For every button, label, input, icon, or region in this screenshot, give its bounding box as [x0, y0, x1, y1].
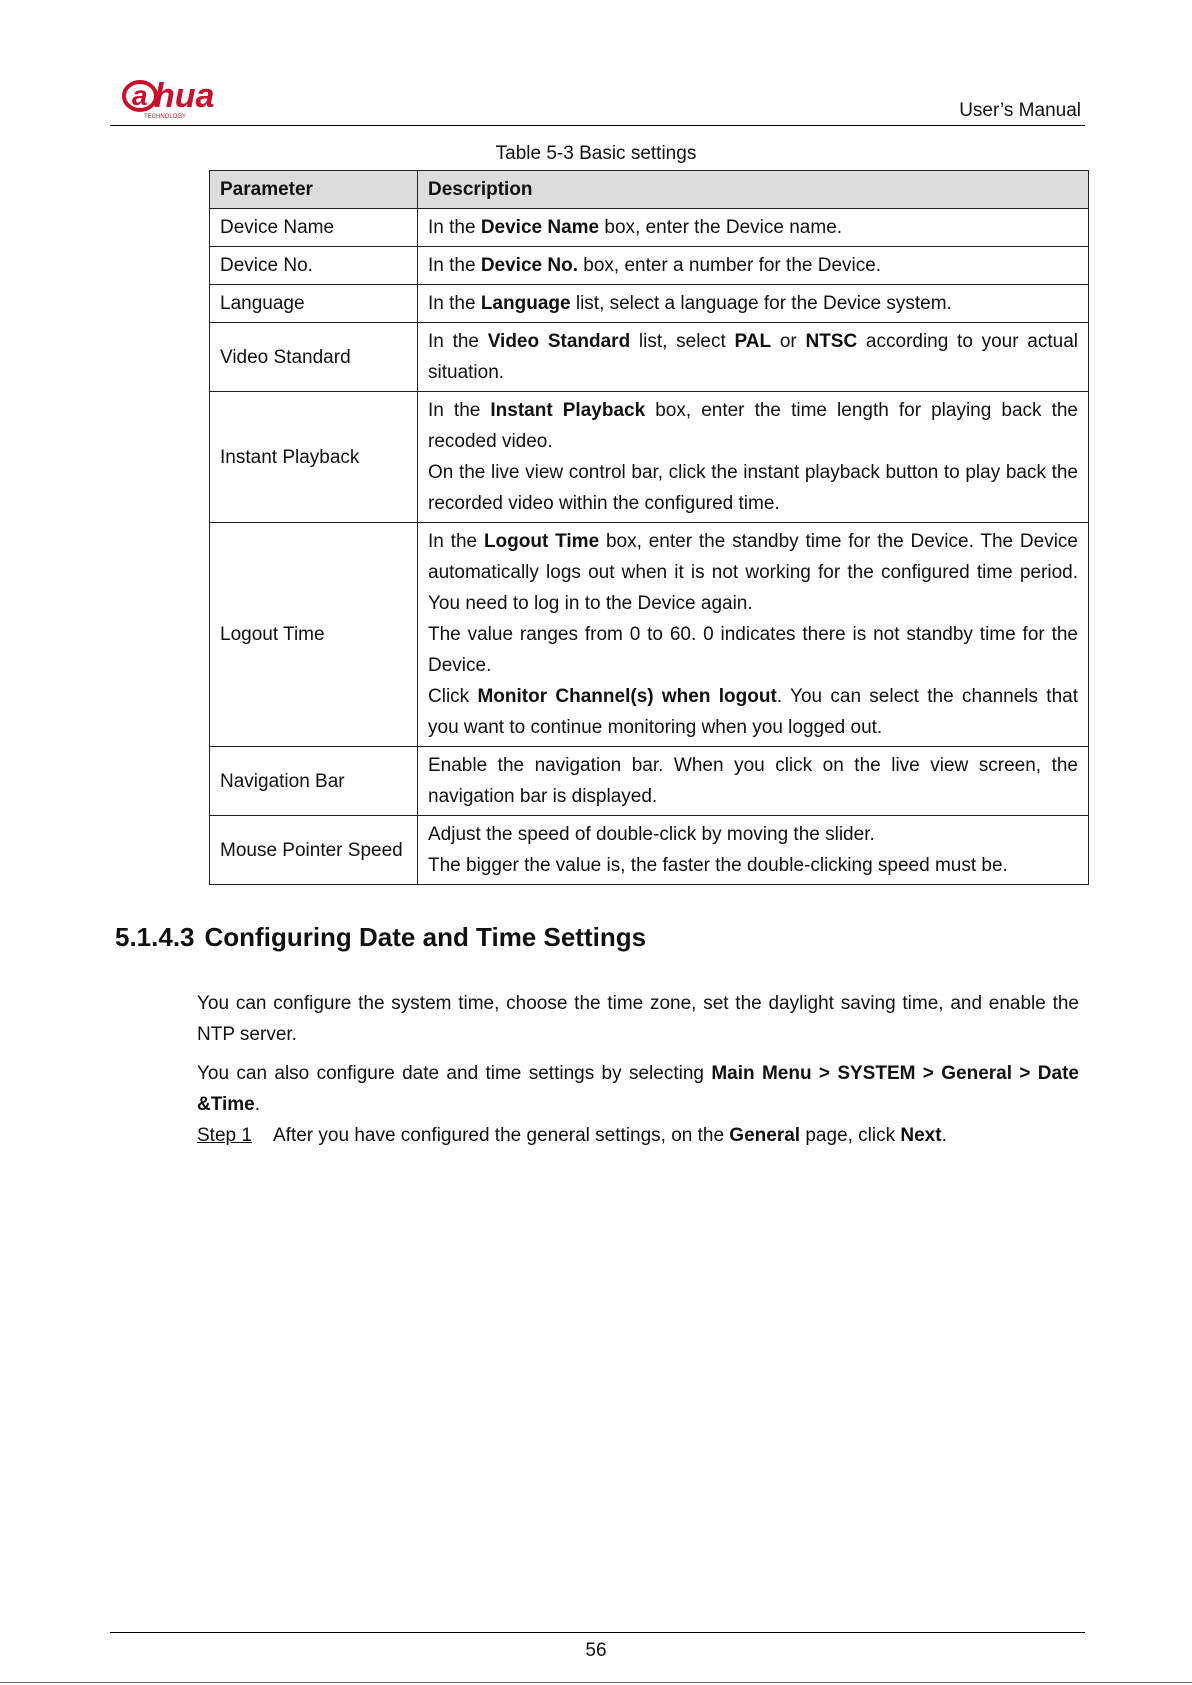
page-bottom-rule	[0, 1682, 1192, 1683]
description-cell	[418, 392, 1089, 523]
step-label: Step 1	[197, 1125, 252, 1146]
text-run: You can configure the system time, choose the time zone, set the daylight saving time, and enable the NTP server.	[197, 993, 1079, 1045]
text-run: On the live view control bar, click the instant playback button to play back the recorded video within the configured time.	[428, 462, 1078, 514]
description-cell	[418, 209, 1089, 247]
table-row	[210, 392, 1089, 523]
parameter-cell: Language	[210, 285, 418, 323]
text-run: Enable the navigation bar. When you click on the live view screen, the navigation bar is displayed.	[428, 755, 1078, 807]
section-number: 5.1.4.3	[115, 922, 195, 952]
column-header-description: Description	[418, 171, 1089, 209]
paragraph	[197, 988, 1079, 1050]
step-text	[273, 1125, 947, 1146]
text-run: according to your actual situation.	[428, 331, 1079, 383]
table-row	[210, 816, 1089, 885]
parameter-cell: Instant Playback	[210, 392, 418, 523]
page-footer-rule	[110, 1632, 1085, 1633]
page-number: 56	[585, 1640, 607, 1661]
table-header-row	[210, 171, 1089, 209]
parameter-cell: Video Standard	[210, 323, 418, 392]
text-run: list, select	[630, 331, 735, 352]
paragraph	[197, 1058, 1079, 1120]
bold-term: Next	[900, 1125, 942, 1146]
description-cell	[418, 247, 1089, 285]
text-run: You can also configure date and time settings by selecting	[197, 1063, 712, 1084]
text-run: The bigger the value is, the faster the double-clicking speed must be.	[428, 855, 1008, 876]
text-run: .	[254, 1094, 261, 1115]
description-cell	[418, 747, 1089, 816]
svg-text:a: a	[132, 80, 148, 111]
bold-term: Monitor Channel(s) when logout	[477, 686, 777, 707]
text-run: In the	[428, 217, 481, 238]
parameter-cell: Device No.	[210, 247, 418, 285]
logo-sub: TECHNOLOGY	[144, 114, 187, 120]
table-row	[210, 747, 1089, 816]
text-run: . You can select the channels that you want to continue monitoring when you logged out.	[428, 686, 1078, 738]
description-cell	[418, 816, 1089, 885]
step-1	[197, 1120, 947, 1151]
bold-term: Main Menu > SYSTEM > General > Date &Time	[197, 1063, 1079, 1115]
column-header-parameter: Parameter	[210, 171, 418, 209]
page-header	[110, 70, 1085, 126]
text-run: After you have configured the general settings, on the	[273, 1125, 730, 1146]
table-row	[210, 285, 1089, 323]
bold-term: Device Name	[480, 217, 600, 238]
text-run: box, enter the Device name.	[599, 217, 843, 238]
text-run: box, enter a number for the Device.	[577, 255, 882, 276]
text-run: The value ranges from 0 to 60. 0 indicates there is not standby time for the Device.	[428, 624, 1078, 676]
manual-label: User’s Manual	[959, 100, 1081, 121]
description-cell	[418, 523, 1089, 747]
bold-term: General	[729, 1125, 801, 1146]
bold-term: Logout Time	[483, 531, 600, 552]
text-run: In the	[428, 531, 484, 552]
text-run: Click	[428, 686, 478, 707]
section-title: Configuring Date and Time Settings	[204, 922, 647, 952]
parameter-cell: Mouse Pointer Speed	[210, 816, 418, 885]
table-row	[210, 247, 1089, 285]
parameter-cell: Device Name	[210, 209, 418, 247]
basic-settings-table	[209, 170, 1089, 885]
table-row	[210, 323, 1089, 392]
bold-term: Language	[480, 293, 571, 314]
text-run: list, select a language for the Device system.	[570, 293, 952, 314]
bold-term: Video Standard	[487, 331, 631, 352]
text-run: page, click	[800, 1125, 901, 1146]
parameter-cell: Logout Time	[210, 523, 418, 747]
svg-text:hua: hua	[154, 77, 215, 115]
text-run: Adjust the speed of double-click by moving the slider.	[428, 824, 875, 845]
parameter-cell: Navigation Bar	[210, 747, 418, 816]
text-run: In the	[428, 400, 491, 421]
bold-term: Instant Playback	[490, 400, 646, 421]
bold-term: PAL	[734, 331, 772, 352]
description-cell	[418, 323, 1089, 392]
dahua-logo	[120, 74, 260, 124]
text-run: In the	[428, 331, 488, 352]
table-caption: Table 5-3 Basic settings	[495, 143, 697, 164]
text-run: In the	[428, 293, 481, 314]
text-run: In the	[428, 255, 481, 276]
table-body	[210, 209, 1089, 885]
table-row	[210, 523, 1089, 747]
bold-term: NTSC	[805, 331, 858, 352]
text-run: or	[771, 331, 806, 352]
description-cell	[418, 285, 1089, 323]
section-heading	[115, 922, 646, 953]
bold-term: Device No.	[480, 255, 578, 276]
text-run: box, enter the time length for playing back the recoded video.	[428, 400, 1079, 452]
table-row	[210, 209, 1089, 247]
text-run: .	[941, 1125, 947, 1146]
text-run: box, enter the standby time for the Device. The Device automatically logs out when it is not working for the configured time period. You need to log in to the Device again.	[428, 531, 1078, 614]
